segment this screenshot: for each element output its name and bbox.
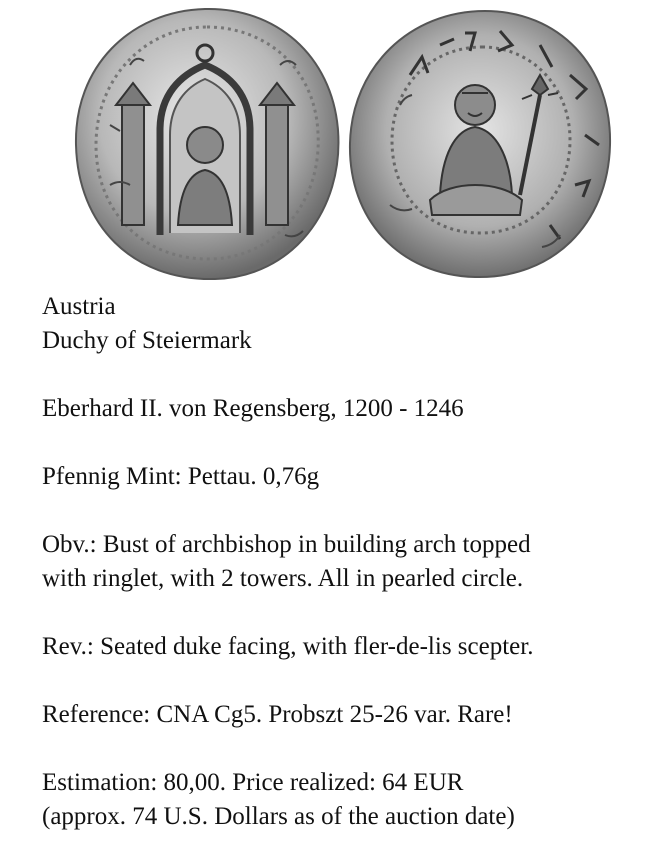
obverse-line-2: with ringlet, with 2 towers. All in pearled circle.: [42, 565, 524, 592]
obverse-line-1: Obv.: Bust of archbishop in building arch topped: [42, 531, 531, 558]
reverse-coin-image: [350, 11, 610, 277]
denomination-label: Pfennig Mint: Pettau. 0,76g: [42, 463, 320, 490]
estimation-line-2: (approx. 74 U.S. Dollars as of the auction date): [42, 803, 515, 830]
country-label: Austria: [42, 293, 116, 320]
region-label: Duchy of Steiermark: [42, 327, 252, 354]
estimation-line-1: Estimation: 80,00. Price realized: 64 EUR: [42, 769, 464, 796]
coin-images: [70, 5, 615, 283]
lot-description: [42, 290, 642, 834]
reverse-label: Rev.: Seated duke facing, with fler-de-lis scepter.: [42, 633, 534, 660]
reference-label: Reference: CNA Cg5. Probszt 25-26 var. Rare!: [42, 701, 513, 728]
ruler-label: Eberhard II. von Regensberg, 1200 - 1246: [42, 395, 464, 422]
obverse-coin-image: [76, 9, 339, 279]
